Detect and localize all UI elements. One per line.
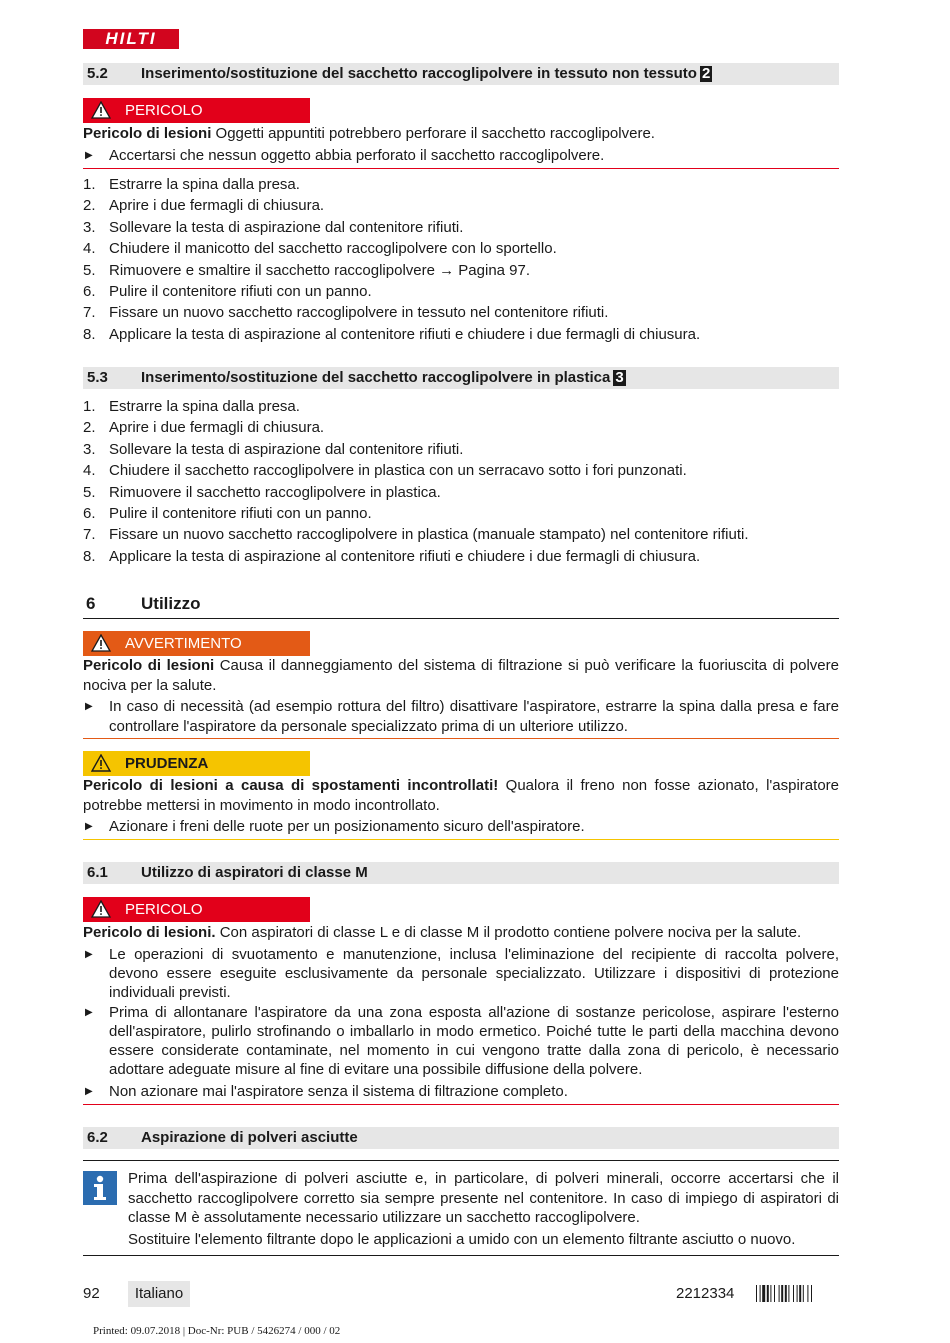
step-text: Rimuovere e smaltire il sacchetto raccoglipolvere → Pagina 97. xyxy=(109,261,531,279)
danger-label xyxy=(83,897,310,922)
steps-list-5-3 xyxy=(83,396,839,567)
step-text: Estrarre la spina dalla presa. xyxy=(109,398,300,415)
step-number: 3. xyxy=(83,218,96,236)
divider xyxy=(83,168,839,169)
warning-label-text: AVVERTIMENTO xyxy=(125,635,242,652)
list-item xyxy=(83,546,839,567)
section-number: 6.2 xyxy=(87,1129,108,1146)
step-text: Sollevare la testa di aspirazione dal contenitore rifiuti. xyxy=(109,440,464,458)
list-item xyxy=(83,302,839,323)
document-code: 2212334 xyxy=(676,1285,735,1302)
print-info: Printed: 09.07.2018 | Doc-Nr: PUB / 5426274 / 000 / 02 xyxy=(93,1325,341,1337)
caution-text: Pericolo di lesioni a causa di spostamenti incontrollati! Qualora il freno non fosse azionato, l'aspiratore potrebbe mettersi in movimento in modo incontrollato. xyxy=(83,777,839,814)
caution-label-text: PRUDENZA xyxy=(125,755,209,772)
step-number: 1. xyxy=(83,176,96,193)
step-text: Chiudere il manicotto del sacchetto raccoglipolvere con lo sportello. xyxy=(109,240,557,258)
list-item xyxy=(83,281,839,302)
step-text: Estrarre la spina dalla presa. xyxy=(109,176,300,193)
barcode-icon xyxy=(756,1285,839,1302)
list-item xyxy=(83,260,839,281)
warning-triangle-icon xyxy=(91,900,111,918)
section-heading-5-2 xyxy=(83,63,839,85)
divider xyxy=(83,1160,839,1161)
warning-text: Pericolo di lesioni Causa il danneggiamento del sistema di filtrazione si può verificare la fuoriuscita di polvere nociva per la salute. xyxy=(83,657,839,694)
list-item xyxy=(83,524,839,545)
step-text: Pulire il contenitore rifiuti con un panno. xyxy=(109,282,372,300)
step-text: Aprire i due fermagli di chiusura. xyxy=(109,419,325,437)
step-text: Pulire il contenitore rifiuti con un panno. xyxy=(109,504,372,522)
list-item xyxy=(83,324,839,345)
list-item xyxy=(83,174,839,195)
chapter-title: Utilizzo xyxy=(141,594,201,613)
step-text: Rimuovere il sacchetto raccoglipolvere in plastica. xyxy=(109,483,441,501)
list-item xyxy=(83,439,839,460)
step-text: Chiudere il sacchetto raccoglipolvere in plastica con un serracavo sotto i fori punzonati. xyxy=(109,462,687,480)
divider xyxy=(83,738,839,739)
step-number: 6. xyxy=(83,504,96,522)
warning-label xyxy=(83,631,310,656)
page-number: 92 xyxy=(83,1285,100,1302)
divider xyxy=(83,1104,839,1105)
info-text: Prima dell'aspirazione di polveri asciutte e, in particolare, di polveri minerali, occorre accertarsi che il sacchetto raccoglipolvere corretto sia sempre presente nel contenitore. In caso di impiego di aspiratori di classe M è assolutamente necessario utilizzare un sacchetto raccoglipolvere. Sostituire l'elemento filtrante dopo le applicazioni a umido con un elemento filtrante asciutto o nuovo. xyxy=(128,1170,839,1248)
step-text: Fissare un nuovo sacchetto raccoglipolvere in plastica (manuale stampato) nel contenitore rifiuti. xyxy=(109,526,749,544)
step-text: Sollevare la testa di aspirazione dal contenitore rifiuti. xyxy=(109,218,464,236)
step-text: Fissare un nuovo sacchetto raccoglipolvere in tessuto nel contenitore rifiuti. xyxy=(109,304,609,322)
warning-text: Pericolo di lesioni Oggetti appuntiti potrebbero perforare il sacchetto raccoglipolvere. xyxy=(83,125,655,142)
figure-ref: 2 xyxy=(701,65,711,82)
figure-ref: 3 xyxy=(615,369,624,386)
warning-text: Pericolo di lesioni. Con aspiratori di classe L e di classe M il prodotto contiene polvere nociva per la salute. xyxy=(83,924,802,941)
step-text: Aprire i due fermagli di chiusura. xyxy=(109,197,325,215)
section-title: Inserimento/sostituzione del sacchetto raccoglipolvere in tessuto non tessuto 2 xyxy=(141,65,711,82)
step-number: 7. xyxy=(83,526,96,544)
list-item xyxy=(83,195,839,216)
warning-triangle-icon xyxy=(91,101,111,119)
chapter-heading-6 xyxy=(83,594,839,619)
warning-label-text: PERICOLO xyxy=(125,102,203,119)
section-number: 5.3 xyxy=(87,369,108,386)
divider xyxy=(83,839,839,840)
steps-list-5-2 xyxy=(83,174,839,345)
chapter-number: 6 xyxy=(86,594,96,613)
warning-triangle-icon xyxy=(91,754,111,772)
divider xyxy=(83,1255,839,1256)
list-item xyxy=(83,396,839,417)
list-item xyxy=(83,503,839,524)
step-number: 4. xyxy=(83,240,96,258)
hilti-logo: HILTI xyxy=(83,29,179,49)
step-number: 6. xyxy=(83,282,96,300)
list-item xyxy=(83,482,839,503)
warning-triangle-icon xyxy=(91,634,111,652)
section-heading-6-1 xyxy=(83,862,839,884)
step-text: Applicare la testa di aspirazione al contenitore rifiuti e chiudere i due fermagli di chiusura. xyxy=(109,547,701,565)
section-number: 6.1 xyxy=(87,864,108,881)
step-number: 5. xyxy=(83,483,96,501)
step-number: 4. xyxy=(83,462,96,480)
step-number: 1. xyxy=(83,398,96,415)
step-text: Applicare la testa di aspirazione al contenitore rifiuti e chiudere i due fermagli di chiusura. xyxy=(109,325,701,343)
manual-page: HILTI 5.2 Inserimento/sostituzione del sacchetto raccoglipolvere in tessuto non tessuto 2 PERICOLO Pericolo di lesioni Oggetti appuntiti potrebbero perforare il sacchetto raccoglipolvere. ▶ Accertarsi che nessun oggetto abbia perforato il sacchetto raccoglipolvere. 1. Estrarre la spina dalla presa. 2. Aprire i due fermagli di chiusura. 3. Sollevare la testa di aspirazione dal contenitore rifiuti. 4. Chiudere il manicotto del sacchetto raccoglipolvere con lo sportello. 5. Rimuovere e smaltire il sacchetto raccoglipolvere → Pagina 97. 6. Pulire il contenitore rifiuti con un panno. 7. Fissare un nuovo sacchetto raccoglipolvere in tessuto nel contenitore rifiuti. 8. Applicare la testa di aspirazione al contenitore rifiuti e chiudere i due fermagli di chiusura. 5.3 Inserimento/sostituzione del sacchetto raccoglipolvere in plastica 3 1. Estrarre la spina dalla presa. 2. Aprire i due fermagli di chiusura. 3. Sollevare la testa di aspirazione dal contenitore rifiuti. 4. Chiudere il sacchetto raccoglipolvere in plastica con un serracavo sotto i fori punzonati. 5. Rimuovere il sacchetto raccoglipolvere in plastica. 6. Pulire il contenitore rifiuti con un panno. 7. Fissare un nuovo sacchetto raccoglipolvere in plastica (manuale stampato) nel contenitore rifiuti. 8. Applicare la testa di aspirazione al contenitore rifiuti e chiudere i due fermagli di chiusura. 6 Utilizzo AVVERTIMENTO Pericolo di lesioni Causa il danneggiamento del sistema di filtrazione si può verificare la fuoriuscita di polvere nociva per la salute. ▶ In caso di necessità (ad esempio rottura del filtro) disattivare l'aspiratore, estrarre la spina dalla presa e fare controllare l'aspiratore da personale specializzato prima di un ulteriore utilizzo. PRUDENZA Pericolo di lesioni a causa di spostamenti incontrollati! Qualora il freno non fosse azionato, l'aspiratore potrebbe mettersi in movimento in modo incontrollato. ▶ Azionare i freni delle ruote per un posizionamento sicuro dell'aspiratore. 6.1 Utilizzo di aspiratori di classe M PERICOLO Pericolo di lesioni. Con aspiratori di classe L e di classe M il prodotto contiene polvere nociva per la salute. ▶ Le operazioni di svuotamento e manutenzione, inclusa l'eliminazione del recipiente di raccolta polvere, devono essere eseguite esclusivamente da personale specializzato. Utilizzare i dispositivi di protezione individuali previsti. ▶ Prima di allontanare l'aspiratore da una zona esposta all'azione di sostanze pericolose, aspirare l'esterno dell'aspiratore, pulirlo strofinando o imballarlo in modo ermetico. Poiché tutte le parti della macchina devono essere considerate contaminate, nel momento in cui vengono tratte dalla zona di pericolo, è necessario adottare adeguate misure al fine di evitare una possibile diffusione della polvere. ▶ Non azionare mai l'aspiratore senza il sistema di filtrazione completo. 6.2 Aspirazione di polveri asciutte Prima dell'aspirazione di polveri asciutte e, in particolare, di polveri minerali, occorre accertarsi che il sacchetto raccoglipolvere corretto sia sempre presente nel contenitore. In caso di impiego di aspiratori di classe M è assolutamente necessario utilizzare un sacchetto raccoglipolvere. Sostituire l'elemento filtrante dopo le applicazioni a umido con un elemento filtrante asciutto o nuovo. 92 Italiano 2212334 Printed: 09.07.2018 | Doc-Nr: PUB / 5426274 / 000 / 02 xyxy=(83,29,839,1337)
section-title: Inserimento/sostituzione del sacchetto raccoglipolvere in plastica 3 xyxy=(141,369,624,386)
step-number: 3. xyxy=(83,440,96,458)
section-title: Utilizzo di aspiratori di classe M xyxy=(141,864,368,881)
language-label: Italiano xyxy=(128,1281,190,1307)
caution-label xyxy=(83,751,310,776)
info-icon xyxy=(83,1171,117,1205)
step-number: 7. xyxy=(83,304,96,322)
list-item xyxy=(83,238,839,259)
section-heading-5-3 xyxy=(83,367,839,389)
step-number: 2. xyxy=(83,419,96,437)
section-heading-6-2 xyxy=(83,1127,839,1149)
warning-label-text: PERICOLO xyxy=(125,901,203,918)
list-item xyxy=(83,417,839,438)
step-number: 2. xyxy=(83,197,96,215)
step-number: 8. xyxy=(83,547,96,565)
step-number: 8. xyxy=(83,325,96,343)
step-number: 5. xyxy=(83,261,96,279)
list-item xyxy=(83,460,839,481)
section-number: 5.2 xyxy=(87,65,108,82)
list-item xyxy=(83,217,839,238)
section-title: Aspirazione di polveri asciutte xyxy=(141,1129,358,1146)
danger-label xyxy=(83,98,310,123)
